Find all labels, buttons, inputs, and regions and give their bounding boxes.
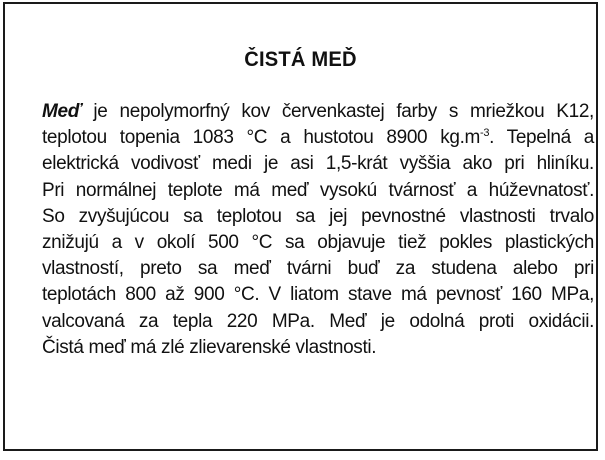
exponent-superscript: -3 [480, 127, 490, 140]
term-med: Meď [42, 101, 82, 122]
paragraph-line-7: vlastností, preto sa meď tvárni buď za studena alebo pri [42, 258, 594, 280]
paragraph-line-10: Čistá meď má zlé zlievarenské vlastnosti. [42, 336, 377, 358]
paragraph-line-9: valcovaná za tepla 220 MPa. Meď je odolná proti oxidácii. [42, 310, 594, 332]
document-title: ČISTÁ MEĎ [244, 48, 357, 71]
paragraph-line-5: So zvyšujúcou sa teplotou sa jej pevnostné vlastnosti trvalo [42, 205, 594, 227]
paragraph-line-8: teplotách 800 až 900 °C. V liatom stave má pevnosť 160 MPa, [42, 284, 594, 306]
line-2-text: teplotou topenia 1083 °C a hustotou 8900 kg.m [42, 127, 481, 149]
document-frame [3, 2, 598, 451]
paragraph-line-2 [42, 125, 594, 151]
document-paragraph [42, 99, 594, 361]
paragraph-line-3: elektrická vodivosť medi je asi 1,5-krát vyššia ako pri hliníku. [42, 153, 594, 175]
line-2-tail: . Tepelná a [489, 127, 594, 149]
paragraph-line-1 [42, 99, 594, 125]
paragraph-line-6: znižujú a v okolí 500 °C sa objavuje tiež pokles plastických [42, 232, 594, 254]
line-1-text: je nepolymorfný kov červenkastej farby s mriežkou K12, [81, 101, 594, 122]
paragraph-line-4: Pri normálnej teplote má meď vysokú tvárnosť a húževnatosť. [42, 179, 594, 201]
